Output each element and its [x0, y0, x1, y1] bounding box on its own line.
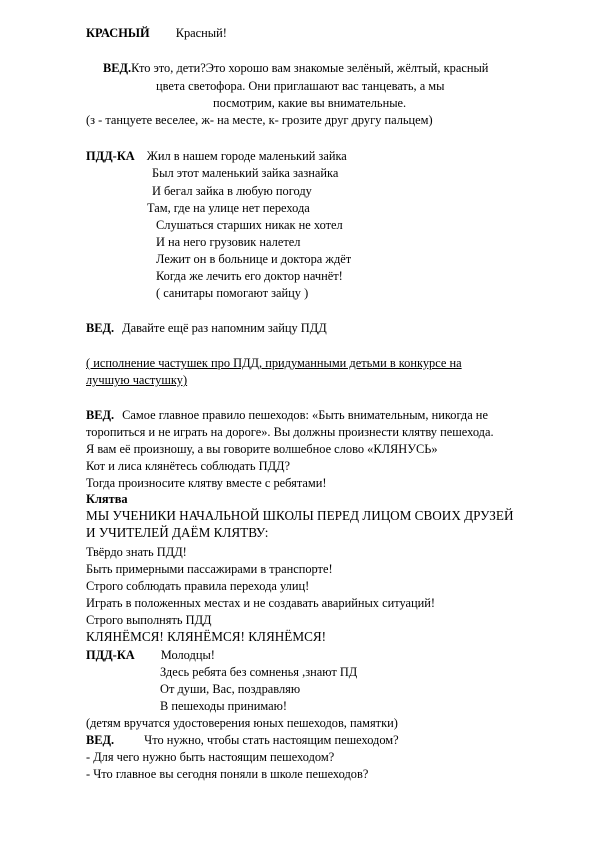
ved2-line — [86, 321, 327, 335]
speaker-ved: ВЕД. — [86, 321, 115, 335]
chastushki-line1: ( исполнение частушек про ПДД, придуманными детьми в конкурсе на — [86, 356, 462, 370]
oath-intro-2: И УЧИТЕЛЕЙ ДАЁМ КЛЯТВУ: — [86, 525, 269, 540]
ved2-text: Давайте ещё раз напомним зайцу ПДД — [122, 321, 327, 335]
oath-closing: КЛЯНЁМСЯ! КЛЯНЁМСЯ! КЛЯНЁМСЯ! — [86, 629, 327, 644]
ved1-note: (з - танцуете веселее, ж- на месте, к- грозите друг другу пальцем) — [86, 113, 433, 127]
ved4-line1 — [86, 733, 399, 747]
oath-item-5: Строго выполнять ПДД — [86, 613, 212, 627]
oath-intro-1: МЫ УЧЕНИКИ НАЧАЛЬНОЙ ШКОЛЫ ПЕРЕД ЛИЦОМ СВОИХ ДРУЗЕЙ — [86, 508, 514, 523]
ved3-line4: Кот и лиса клянётесь соблюдать ПДД? — [86, 459, 290, 473]
ved3-line5: Тогда произносите клятву вместе с ребятами! — [86, 476, 327, 490]
poem2-verse-3: В пешеходы принимаю! — [160, 699, 288, 713]
poem1-verse-2: Был этот маленький зайка зазнайка — [152, 166, 339, 180]
poem1-verse-3: И бегал зайка в любую погоду — [152, 184, 312, 198]
ved3-text1: Самое главное правило пешеходов: «Быть внимательным, никогда не — [122, 408, 488, 422]
speaker-ved: ВЕД. — [86, 408, 115, 422]
ved4-question-2: - Что главное вы сегодня поняли в школе пешеходов? — [86, 767, 369, 781]
poem2-first: Молодцы! — [160, 648, 215, 662]
ved1-line1 — [103, 61, 488, 75]
poem2-verse-2: От души, Вас, поздравляю — [160, 682, 301, 696]
poem1-verse-4: Там, где на улице нет перехода — [147, 201, 310, 215]
oath-title: Клятва — [86, 492, 128, 506]
ved3-line2: торопиться и не играть на дороге». Вы должны произнести клятву пешехода. — [86, 425, 494, 439]
poem2-note: (детям вручатся удостоверения юных пешеходов, памятки) — [86, 716, 398, 730]
poem1-verse-6: И на него грузовик налетел — [156, 235, 301, 249]
red-line — [86, 26, 227, 40]
poem1-verse-7: Лежит он в больнице и доктора ждёт — [156, 252, 352, 266]
poem1-verse-8: Когда же лечить его доктор начнёт! — [156, 269, 343, 283]
oath-item-2: Быть примерными пассажирами в транспорте! — [86, 562, 333, 576]
ved1-line3: посмотрим, какие вы внимательные. — [213, 96, 407, 110]
poem1-verse-9: ( санитары помогают зайцу ) — [156, 286, 309, 300]
speaker-pddka: ПДД-КА — [86, 648, 135, 662]
ved1-text1: Кто это, дети?Это хорошо вам знакомые зелёный, жёлтый, красный — [131, 61, 489, 75]
poem1-verse-5: Слушаться старших никак не хотел — [156, 218, 343, 232]
ved4-text: Что нужно, чтобы стать настоящим пешеходом? — [144, 733, 399, 747]
oath-item-3: Строго соблюдать правила перехода улиц! — [86, 579, 310, 593]
ved3-line3: Я вам её произношу, а вы говорите волшебное слово «КЛЯНУСЬ» — [86, 442, 438, 456]
ved4-question-1: - Для чего нужно быть настоящим пешеходом? — [86, 750, 335, 764]
speaker-pddka: ПДД-КА — [86, 149, 135, 163]
oath-item-4: Играть в положенных местах и не создавать аварийных ситуаций! — [86, 596, 436, 610]
red-text: Красный! — [175, 26, 227, 40]
oath-item-1: Твёрдо знать ПДД! — [86, 545, 187, 559]
poem2-verse-1: Здесь ребята без сомненья ,знают ПД — [160, 665, 358, 679]
poem1-verse-1: Жил в нашем городе маленький зайка — [146, 149, 347, 163]
ved3-line1 — [86, 408, 488, 422]
speaker-red: КРАСНЫЙ — [86, 26, 150, 40]
chastushki-line2: лучшую частушку) — [86, 373, 188, 387]
poem2-line1 — [86, 648, 215, 662]
speaker-ved: ВЕД. — [86, 733, 115, 747]
poem1-line1 — [86, 149, 347, 163]
ved1-line2: цвета светофора. Они приглашают вас танцевать, а мы — [156, 79, 445, 93]
speaker-ved: ВЕД. — [103, 61, 132, 75]
